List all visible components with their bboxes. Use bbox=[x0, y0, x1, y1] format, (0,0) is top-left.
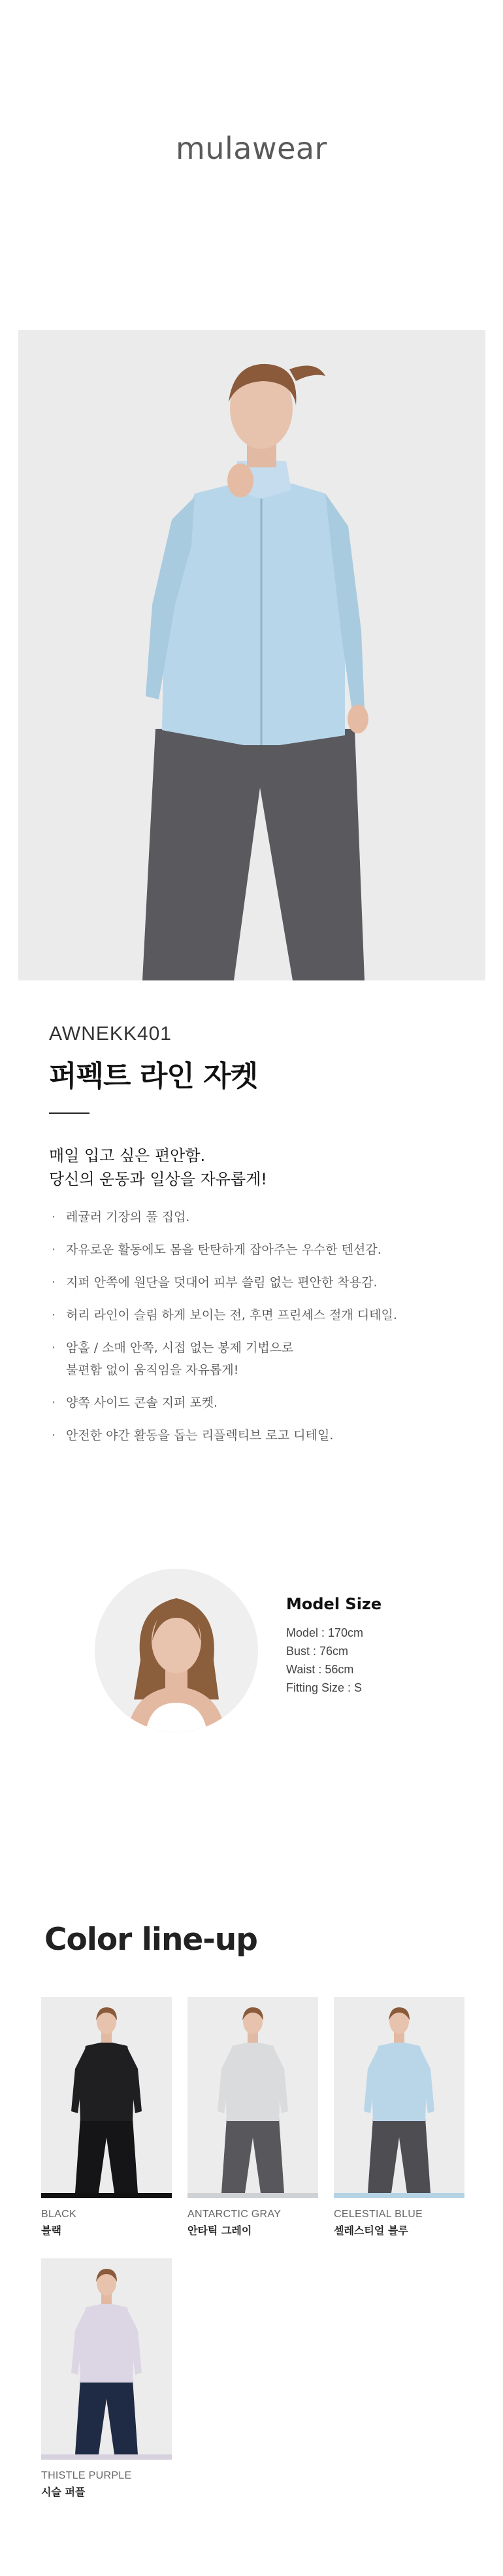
color-swatch-bar bbox=[41, 2454, 172, 2460]
model-waist: Waist : 56cm bbox=[286, 1663, 354, 1676]
color-name-ko: 블랙 bbox=[41, 2224, 61, 2237]
model-photo bbox=[95, 1569, 258, 1732]
feature-item: · 안전한 야간 활동을 돕는 리플렉티브 로고 디테일. bbox=[52, 1428, 334, 1443]
color-swatch-card[interactable] bbox=[187, 1997, 318, 2237]
color-swatch-card[interactable] bbox=[334, 1997, 464, 2237]
color-swatch-bar bbox=[41, 2193, 172, 2198]
color-name-en: BLACK bbox=[41, 2209, 76, 2220]
color-swatch-image bbox=[41, 1997, 172, 2193]
color-name-en: CELESTIAL BLUE bbox=[334, 2209, 423, 2220]
color-swatch-card[interactable] bbox=[41, 1997, 172, 2237]
color-swatch-card[interactable] bbox=[41, 2258, 172, 2499]
feature-item: · 레귤러 기장의 풀 집업. bbox=[52, 1210, 190, 1224]
model-size-info bbox=[286, 1595, 381, 1697]
color-swatch-bar bbox=[334, 2193, 464, 2198]
color-name-en: ANTARCTIC GRAY bbox=[187, 2209, 282, 2220]
feature-item: · 지퍼 안쪽에 원단을 덧대어 피부 쓸림 없는 편안한 착용감. bbox=[52, 1275, 378, 1290]
product-code: AWNEKK401 bbox=[49, 1023, 172, 1045]
color-swatch-image bbox=[334, 1997, 464, 2193]
color-name-ko: 안타틱 그레이 bbox=[187, 2224, 252, 2237]
color-swatch-bar bbox=[187, 2193, 318, 2198]
product-tagline bbox=[49, 1144, 267, 1191]
feature-list bbox=[49, 1206, 467, 1457]
feature-item: · 자유로운 활동에도 몸을 탄탄하게 잡아주는 우수한 텐션감. bbox=[52, 1243, 381, 1257]
model-height: Model : 170cm bbox=[286, 1626, 364, 1639]
tagline-line-1: 매일 입고 싶은 편안함. bbox=[49, 1146, 206, 1165]
color-lineup-title: Color line-up bbox=[44, 1922, 257, 1958]
model-size-heading: Model Size bbox=[286, 1595, 382, 1613]
model-bust: Bust : 76cm bbox=[286, 1645, 349, 1658]
title-divider bbox=[49, 1112, 89, 1114]
feature-item: · 허리 라인이 슬림 하게 보이는 전, 후면 프린세스 절개 디테일. bbox=[52, 1308, 397, 1322]
tagline-line-2: 당신의 운동과 일상을 자유롭게! bbox=[49, 1170, 267, 1188]
product-title: 퍼펙트 라인 자켓 bbox=[49, 1060, 258, 1093]
color-name-en: THISTLE PURPLE bbox=[41, 2470, 132, 2481]
feature-item: · 암홀 / 소매 안쪽, 시접 없는 봉제 기법으로 불편함 없이 움직임을 자유롭게! bbox=[52, 1341, 294, 1377]
feature-item: · 양쪽 사이드 콘솔 지퍼 포켓. bbox=[52, 1396, 218, 1410]
hero-product-image bbox=[18, 330, 485, 980]
model-fitting-size: Fitting Size : S bbox=[286, 1681, 363, 1694]
color-swatch-image bbox=[187, 1997, 318, 2193]
color-name-ko: 시슬 퍼플 bbox=[41, 2486, 86, 2498]
brand-logo: mulawear bbox=[176, 131, 327, 166]
color-name-ko: 셀레스티얼 블루 bbox=[334, 2224, 408, 2237]
color-swatch-image bbox=[41, 2258, 172, 2454]
